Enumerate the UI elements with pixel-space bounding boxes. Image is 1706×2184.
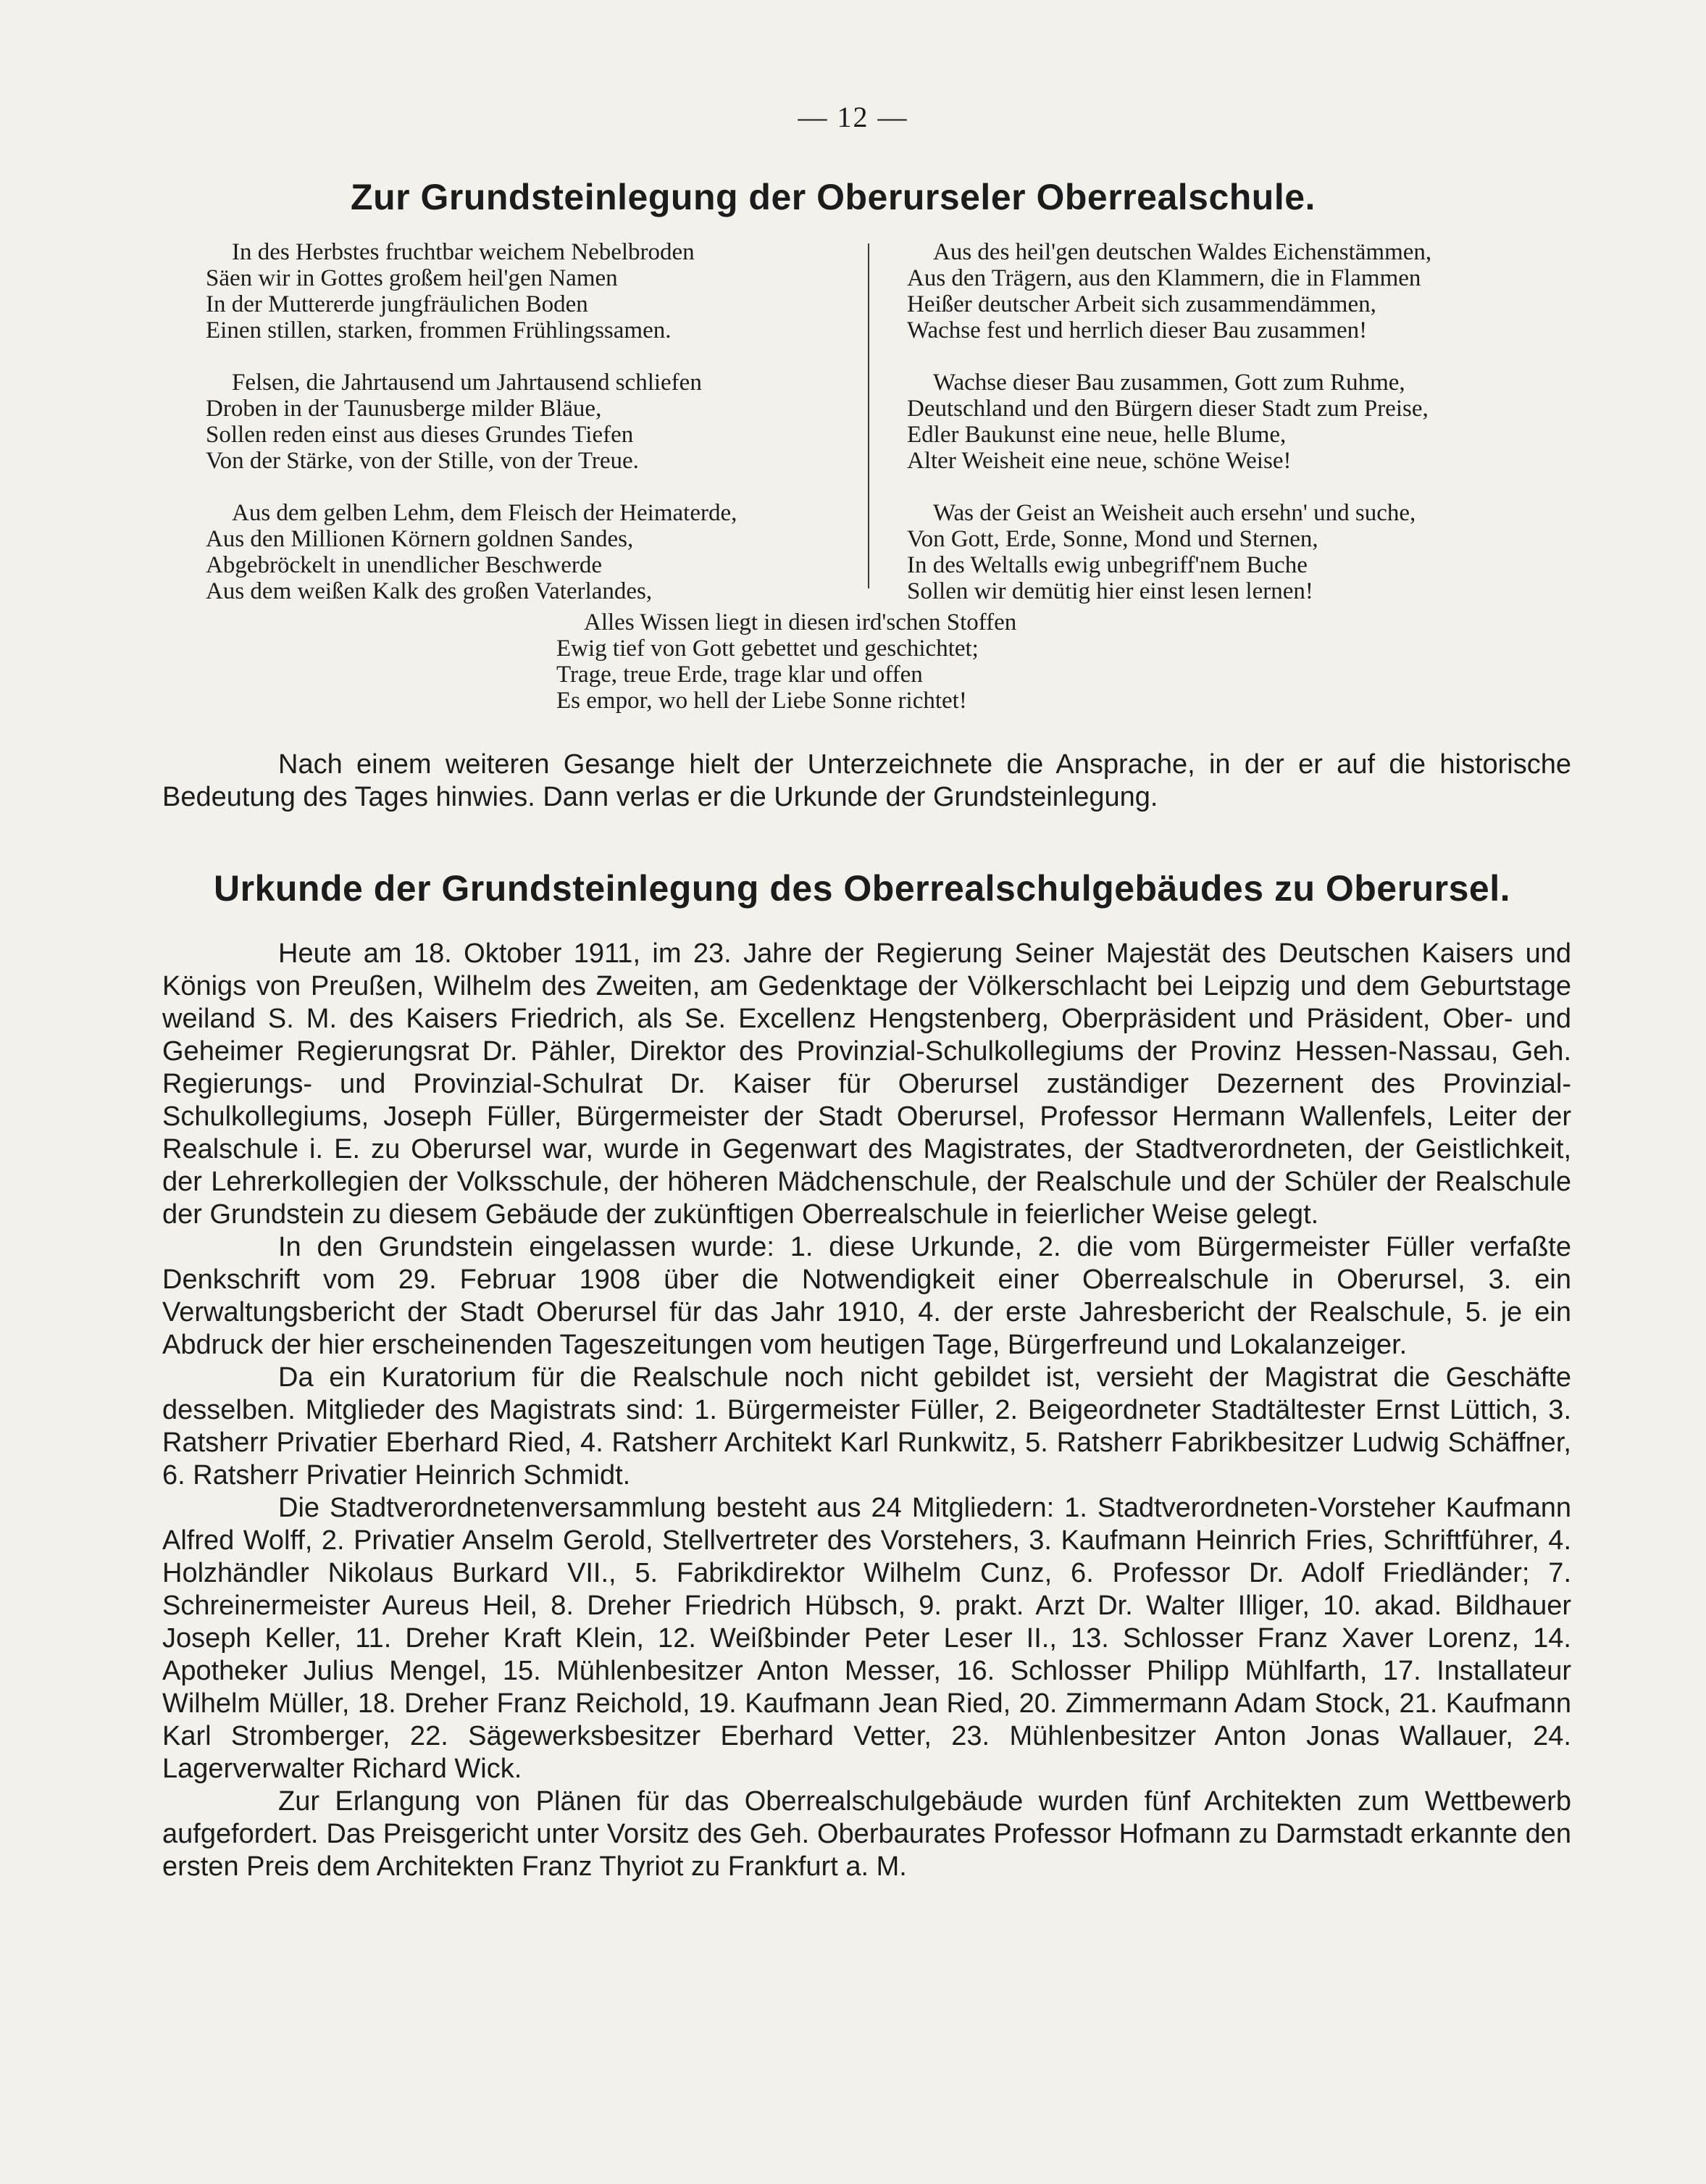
poem-line: Deutschland und den Bürgern dieser Stadt zum Preise,: [907, 396, 1429, 422]
poem-stanza: [206, 239, 843, 343]
poem-line: Wachse dieser Bau zusammen, Gott zum Ruhme,: [933, 370, 1405, 396]
page-number: — 12 —: [798, 101, 908, 133]
document-title: Urkunde der Grundsteinlegung des Oberrealschulgebäudes zu Oberursel.: [214, 868, 1510, 909]
poem-line: Felsen, die Jahrtausend um Jahrtausend schliefen: [232, 370, 702, 396]
intro-section: [162, 749, 1571, 814]
intro-paragraph: Nach einem weiteren Gesange hielt der Unterzeichnete die Ansprache, in der er auf die historische Bedeutung des Tages hinwies. Dann verlas er die Urkunde der Grundsteinlegung.: [162, 749, 1571, 812]
poem-stanza: [907, 500, 1544, 604]
poem-line: Alles Wissen liegt in diesen ird'schen Stoffen: [584, 609, 1017, 635]
poem-stanza: [206, 370, 843, 474]
poem-right-column: [907, 239, 1544, 630]
body-paragraph: Zur Erlangung von Plänen für das Oberrealschulgebäude wurden fünf Architekten zum Wettbewerb aufgefordert. Das Preisgericht unter Vorsitz des Geh. Oberbaurates Professor Hofmann zu Darmstadt erkannte den ersten Preis dem Architekten Franz Thyriot zu Frankfurt a. M.: [162, 1786, 1571, 1882]
poem-line: Trage, treue Erde, trage klar und offen: [556, 662, 923, 688]
poem-line: Von der Stärke, von der Stille, von der Treue.: [206, 448, 639, 474]
body-paragraph: Die Stadtverordnetenversammlung besteht aus 24 Mitgliedern: 1. Stadtverordneten-Vorsteher Kaufmann Alfred Wolff, 2. Privatier Anselm Gerold, Stellvertreter des Vorstehers, 3. Kaufmann Heinrich Fries, Schriftführer, 4. Holzhändler Nikolaus Burkard VII., 5. Fabrikdirektor Wilhelm Cunz, 6. Professor Dr. Adolf Friedländer; 7. Schreinermeister Aureus Heil, 8. Dreher Friedrich Hübsch, 9. prakt. Arzt Dr. Walter Illiger, 10. akad. Bildhauer Joseph Keller, 11. Dreher Kraft Klein, 12. Weißbinder Peter Leser II., 13. Schlosser Franz Xaver Lorenz, 14. Apotheker Julius Mengel, 15. Mühlenbesitzer Anton Messer, 16. Schlosser Philipp Mühlfarth, 17. Installateur Wilhelm Müller, 18. Dreher Franz Reichold, 19. Kaufmann Jean Ried, 20. Zimmermann Adam Stock, 21. Kaufmann Karl Stromberger, 22. Sägewerksbesitzer Eberhard Vetter, 23. Mühlenbesitzer Anton Jonas Wallauer, 24. Lagerverwalter Richard Wick.: [162, 1493, 1571, 1784]
poem-line: Säen wir in Gottes großem heil'gen Namen: [206, 265, 618, 291]
body-paragraph: In den Grundstein eingelassen wurde: 1. diese Urkunde, 2. die vom Bürgermeister Füller verfaßte Denkschrift vom 29. Februar 1908 über die Notwendigkeit einer Oberrealschule in Oberursel, 3. ein Verwaltungsbericht der Stadt Oberursel für das Jahr 1910, 4. der erste Jahresbericht der Realschule, 5. je ein Abdruck der hier erscheinenden Tageszeitungen vom heutigen Tage, Bürgerfreund und Lokalanzeiger.: [162, 1232, 1571, 1360]
poem-line: Edler Baukunst eine neue, helle Blume,: [907, 422, 1287, 448]
column-divider: [868, 243, 869, 588]
body-paragraph: Heute am 18. Oktober 1911, im 23. Jahre der Regierung Seiner Majestät des Deutschen Kaisers und Königs von Preußen, Wilhelm des Zweiten, am Gedenktage der Völkerschlacht bei Leipzig und dem Geburtstage weiland S. M. des Kaisers Friedrich, als Se. Excellenz Hengstenberg, Oberpräsident und Präsident, Ober- und Geheimer Regierungsrat Dr. Pähler, Direktor des Provinzial-Schulkollegiums der Provinz Hessen-Nassau, Geh. Regierungs- und Provinzial-Schulrat Dr. Kaiser für Oberursel zuständiger Dezernent des Provinzial-Schulkollegiums, Joseph Füller, Bürgermeister der Stadt Oberursel, Professor Hermann Wallenfels, Leiter der Realschule i. E. zu Oberursel war, wurde in Gegenwart des Magistrates, der Stadtverordneten, der Geistlichkeit, der Lehrerkollegien der Volksschule, der höheren Mädchenschule, der Realschule und der Schüler der Realschule der Grundstein zu diesem Gebäude der zukünftigen Oberrealschule in feierlicher Weise gelegt.: [162, 938, 1571, 1230]
poem-title: Zur Grundsteinlegung der Oberurseler Oberrealschule.: [351, 177, 1316, 217]
poem-line: Droben in der Taunusberge milder Bläue,: [206, 396, 602, 422]
poem-left-column: [206, 239, 843, 630]
poem-line: Aus den Trägern, aus den Klammern, die in Flammen: [907, 265, 1421, 291]
poem-line: Sollen reden einst aus dieses Grundes Tiefen: [206, 422, 634, 448]
poem-stanza: [206, 500, 843, 604]
poem-final-stanza: [556, 609, 1208, 714]
poem-line: Wachse fest und herrlich dieser Bau zusammen!: [907, 317, 1368, 343]
poem-line: Ewig tief von Gott gebettet und geschichtet;: [556, 635, 979, 662]
poem-line: Es empor, wo hell der Liebe Sonne richtet!: [556, 688, 967, 714]
poem-line: Was der Geist an Weisheit auch ersehn' und suche,: [933, 500, 1416, 526]
document-body: [162, 938, 1571, 1883]
poem-line: Aus den Millionen Körnern goldnen Sandes,: [206, 526, 634, 552]
poem-stanza: [907, 239, 1544, 343]
poem-line: Aus dem weißen Kalk des großen Vaterlandes,: [206, 578, 653, 604]
poem-line: Aus dem gelben Lehm, dem Fleisch der Heimaterde,: [232, 500, 737, 526]
body-paragraph: Da ein Kuratorium für die Realschule noch nicht gebildet ist, versieht der Magistrat die Geschäfte desselben. Mitglieder des Magistrats sind: 1. Bürgermeister Füller, 2. Beigeordneter Stadtältester Ernst Lüttich, 3. Ratsherr Privatier Eberhard Ried, 4. Ratsherr Architekt Karl Runkwitz, 5. Ratsherr Fabrikbesitzer Ludwig Schäffner, 6. Ratsherr Privatier Heinrich Schmidt.: [162, 1362, 1571, 1491]
poem-line: In der Muttererde jungfräulichen Boden: [206, 291, 588, 317]
poem-line: Alter Weisheit eine neue, schöne Weise!: [907, 448, 1292, 474]
poem-line: Aus des heil'gen deutschen Waldes Eichenstämmen,: [933, 239, 1432, 265]
poem-line: Abgebröckelt in unendlicher Beschwerde: [206, 552, 603, 578]
poem-line: Sollen wir demütig hier einst lesen lernen!: [907, 578, 1313, 604]
poem-line: Heißer deutscher Arbeit sich zusammendämmen,: [907, 291, 1376, 317]
poem-stanza: [907, 370, 1544, 474]
poem-line: Einen stillen, starken, frommen Frühlingssamen.: [206, 317, 672, 343]
poem-line: Von Gott, Erde, Sonne, Mond und Sternen,: [907, 526, 1318, 552]
poem-line: In des Herbstes fruchtbar weichem Nebelbroden: [232, 239, 695, 265]
poem-line: In des Weltalls ewig unbegriff'nem Buche: [907, 552, 1308, 578]
